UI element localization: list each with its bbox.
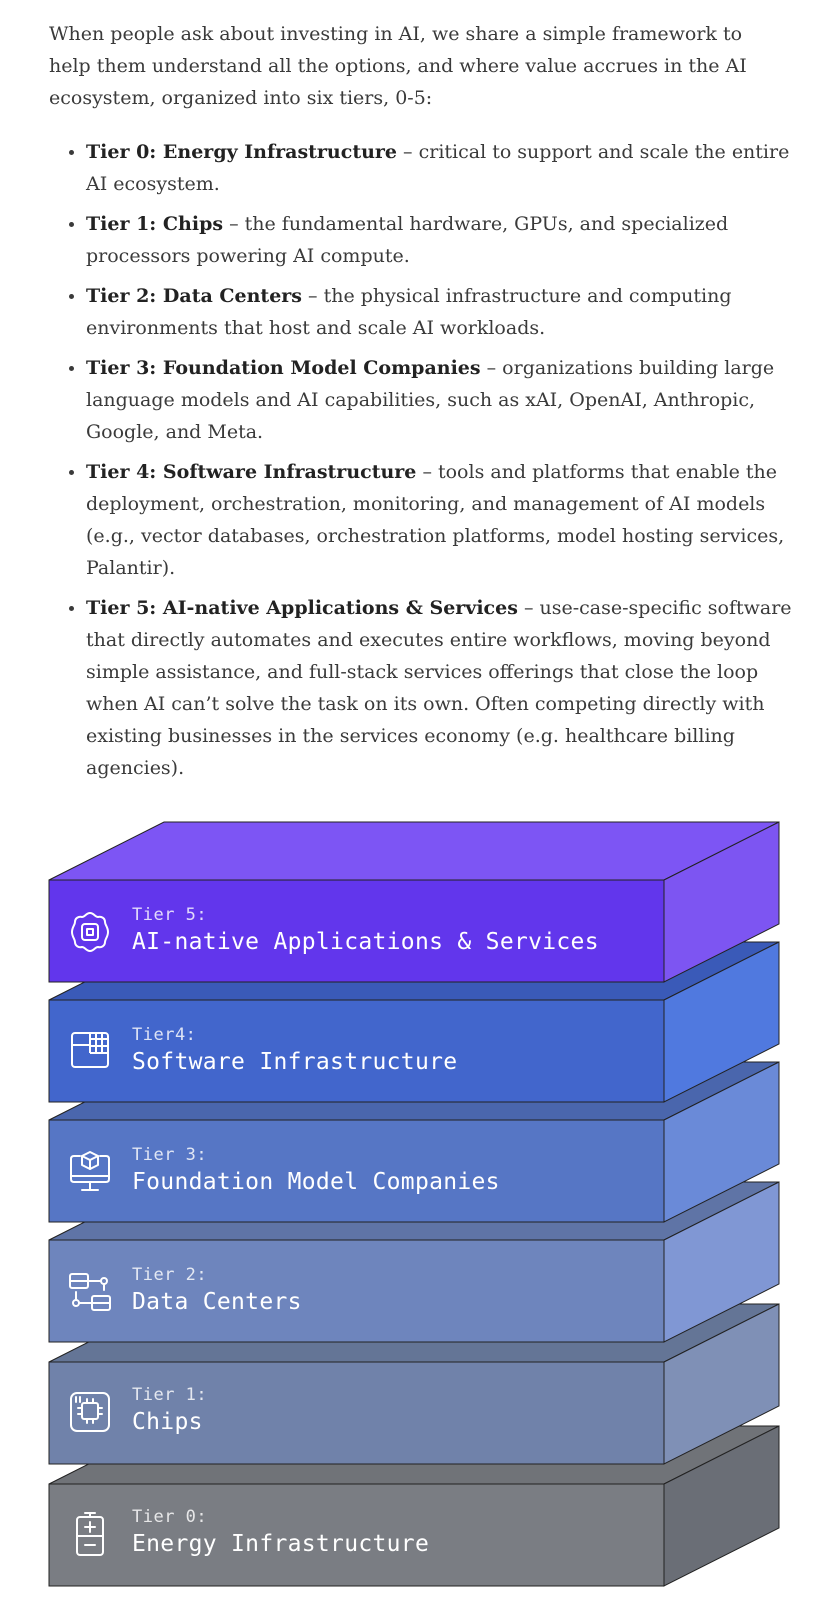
ai-chip-icon [68,908,112,956]
tier-name: Data Centers [132,1289,302,1315]
list-item-desc: – critical to support and scale the entire AI ecosystem. [86,141,790,195]
tier-name: Foundation Model Companies [132,1169,500,1195]
monitor-cube-icon [68,1148,112,1196]
list-item-desc: – the physical infrastructure and computing environments that host and scale AI workloads. [86,285,732,339]
tier-number: Tier 5: [132,905,208,925]
list-item-desc: – use-case-specific software that directly automates and executes entire workflows, moving beyond simple assistance, and full-stack services offerings that close the loop when AI can’t solve the task on its own. Often competing directly with existing businesses in the services economy (e.g. healthcare billing agencies). [86,597,792,779]
tier-name: Energy Infrastructure [132,1531,430,1557]
tier-number: Tier 1: [132,1385,208,1405]
tier-number: Tier 0: [132,1507,208,1527]
list-item-desc: – the fundamental hardware, GPUs, and specialized processors powering AI compute. [86,213,729,267]
tier3-label [132,1145,500,1197]
tier1-label [132,1385,207,1437]
list-item-title: Tier 1: Chips [86,213,224,235]
list-item-title: Tier 2: Data Centers [86,285,303,307]
list-item-title: Tier 4: Software Infrastructure [86,461,417,483]
intro-paragraph: When people ask about investing in AI, we share a simple framework to help them understand all the options, and where value accrues in the AI ecosystem, organized into six tiers, 0-5: [49,23,747,109]
battery-icon [68,1510,112,1558]
layer-top-face [49,822,779,880]
tier-name: Software Infrastructure [132,1049,458,1075]
layer-tier5 [49,822,779,982]
tier2-label [132,1265,302,1317]
tier-name: Chips [132,1409,203,1435]
cpu-chip-icon [68,1388,112,1436]
list-item-title: Tier 5: AI-native Applications & Services [86,597,518,619]
list-item-desc: – tools and platforms that enable the deployment, orchestration, monitoring, and management of AI models (e.g., vector databases, orchestration platforms, model hosting services, Palantir). [86,461,785,579]
list-item-title: Tier 0: Energy Infrastructure [86,141,398,163]
tier4-label [132,1025,457,1077]
tier5-label [132,905,599,957]
server-network-icon [68,1268,112,1316]
tier-number: Tier 3: [132,1145,208,1165]
list-item-title: Tier 3: Foundation Model Companies [86,357,481,379]
tier-number: Tier4: [132,1025,197,1045]
tier-name: AI-native Applications & Services [132,929,599,955]
tier-number: Tier 2: [132,1265,208,1285]
software-grid-icon [68,1027,112,1075]
tier0-label [132,1507,429,1559]
list-item-desc: – organizations building large language models and AI capabilities, such as xAI, OpenAI, Anthropic, Google, and Meta. [86,357,775,443]
